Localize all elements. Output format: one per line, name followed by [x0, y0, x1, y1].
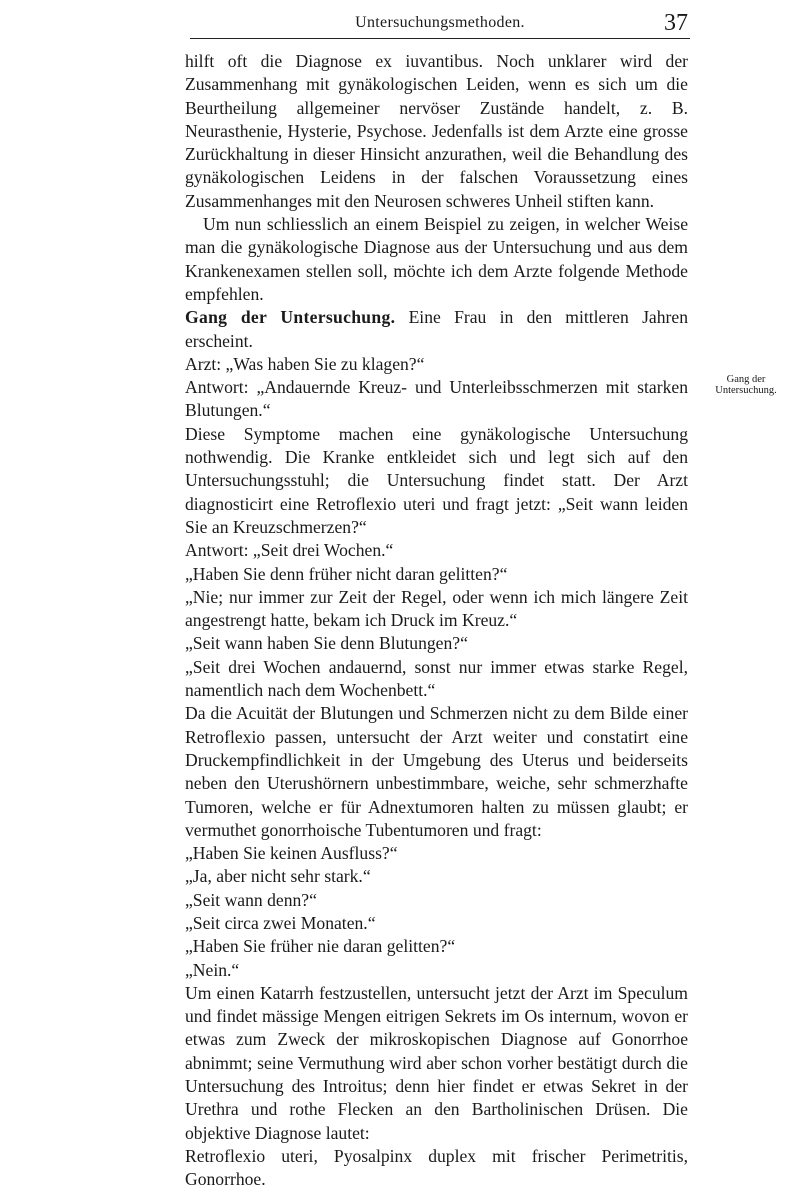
section-heading: Gang der Untersuchung.	[185, 307, 396, 328]
paragraph: „Nie; nur immer zur Zeit der Regel, oder wenn ich mich längere Zeit angestrengt hatte, bekam ich Druck im Kreuz.“	[185, 586, 688, 631]
paragraph: „Haben Sie denn früher nicht daran gelitten?“	[185, 563, 508, 584]
paragraph: „Seit wann denn?“	[185, 889, 317, 910]
paragraph: hilft oft die Diagnose ex iuvantibus. Noch unklarer wird der Zusammenhang mit gynäkologischen Leiden, wenn es sich um die Beurtheilung allgemeiner nervöser Zustände handelt, z. B. Neurasthenie, Hysterie, Psychose. Jedenfalls ist dem Arzte eine grosse Zurückhaltung in dieser Hinsicht anzurathen, weil die Behandlung des gynäkologischen Leidens in der falschen Voraussetzung eines Zusammenhanges mit den Neurosen schweres Unheil stiften kann.	[185, 51, 688, 211]
margin-note	[696, 374, 796, 396]
paragraph: „Seit circa zwei Monaten.“	[185, 912, 376, 933]
paragraph: Antwort: „Andauernde Kreuz- und Unterleibsschmerzen mit starken Blutungen.“	[185, 377, 688, 421]
paragraph: Antwort: „Seit drei Wochen.“	[185, 540, 394, 561]
paragraph: „Seit wann haben Sie denn Blutungen?“	[185, 633, 468, 654]
margin-note-line-1: Gang der	[726, 374, 766, 385]
page-number: 37	[664, 10, 688, 36]
paragraph: „Nein.“	[185, 959, 240, 980]
page-body	[185, 50, 688, 1192]
paragraph: Um nun schliesslich an einem Beispiel zu zeigen, in welcher Weise man die gynäkologische Diagnose aus der Untersuchung und aus dem Krankenexamen stellen soll, möchte ich dem Arzte folgende Methode empfehlen.	[185, 214, 688, 304]
margin-note-line-2: Untersuchung.	[715, 385, 777, 396]
paragraph: Retroflexio uteri, Pyosalpinx duplex mit frischer Perimetritis, Gonorrhoe.	[185, 1145, 688, 1190]
section-run-in-text: Eine Frau in den mittleren Jahren erscheint.	[185, 307, 688, 351]
paragraph: Da die Acuität der Blutungen und Schmerzen nicht zu dem Bilde einer Retroflexio passen, untersucht der Arzt weiter und constatirt eine Druckempfindlichkeit in der Umgebung des Uterus und beiderseits neben den Uterushörnern unbestimmbare, weiche, sehr schmerzhafte Tumoren, welche er für Adnextumoren halten zu müssen glaubt; er vermuthet gonorrhoische Tubentumoren und fragt:	[185, 703, 688, 840]
header-title: Untersuchungsmethoden.	[355, 14, 525, 31]
paragraph: Diese Symptome machen eine gynäkologische Untersuchung nothwendig. Die Kranke entkleidet sich und legt sich auf den Untersuchungsstuhl; die Untersuchung findet statt. Der Arzt diagnosticirt eine Retroflexio uteri und fragt jetzt: „Seit wann leiden Sie an Kreuzschmerzen?“	[185, 423, 688, 537]
paragraph: „Haben Sie keinen Ausfluss?“	[185, 843, 398, 864]
paragraph: „Ja, aber nicht sehr stark.“	[185, 866, 371, 887]
paragraph: „Haben Sie früher nie daran gelitten?“	[185, 936, 456, 957]
paragraph: „Seit drei Wochen andauernd, sonst nur immer etwas starke Regel, namentlich nach dem Wochenbett.“	[185, 656, 688, 701]
running-header	[190, 12, 690, 39]
paragraph: Um einen Katarrh festzustellen, untersucht jetzt der Arzt im Speculum und findet mässige Mengen eitrigen Sekrets im Os internum, wovon er etwas zum Zweck der mikroskopischen Diagnose auf Gonorrhoe abnimmt; seine Vermuthung wird aber schon vorher bestätigt durch die Untersuchung des Introitus; denn hier findet er etwas Sekret in der Urethra und rothe Flecken an den Bartholinischen Drüsen. Die objektive Diagnose lautet:	[185, 982, 688, 1143]
section-run-in	[185, 306, 688, 353]
paragraph: Arzt: „Was haben Sie zu klagen?“	[185, 353, 425, 374]
